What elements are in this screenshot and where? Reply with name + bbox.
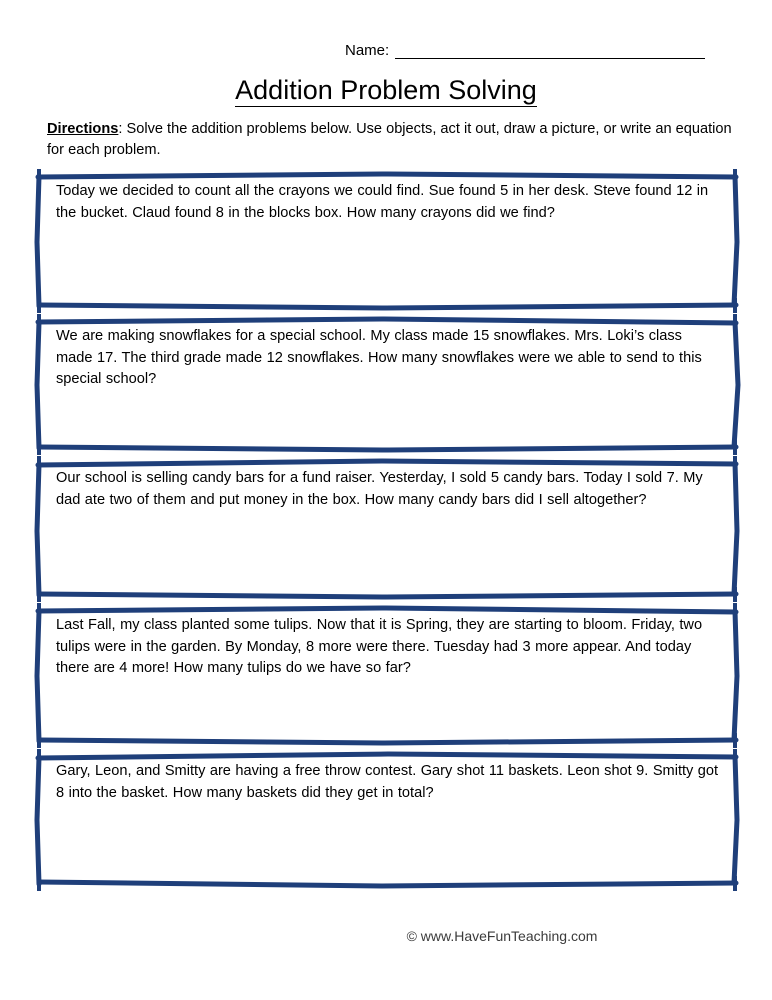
page-title	[0, 74, 772, 106]
problem-box-5-content	[36, 752, 738, 810]
problem-text: Today we decided to count all the crayons we could find. Sue found 5 in her desk. Steve found 12 in the bucket. Claud found 8 in the blocks box. How many crayons did we find?	[56, 183, 709, 221]
directions	[47, 119, 737, 161]
problem-box-3[interactable]	[36, 459, 738, 598]
problem-text: Gary, Leon, and Smitty are having a free throw contest. Gary shot 11 baskets. Leon shot 9. Smitty got 8 into the basket. How many baskets did they get in total?	[56, 763, 719, 801]
problem-box-3-content	[36, 459, 738, 517]
problem-box-5[interactable]	[36, 752, 738, 887]
name-field-row	[345, 42, 705, 59]
problem-text: Last Fall, my class planted some tulips. Now that it is Spring, they are starting to bloom. Friday, two tulips were in the garden. By Monday, 8 more were there. Tuesday had 3 more appear. And today there are 4 more! How many tulips do we have so far?	[56, 617, 703, 676]
problem-box-1[interactable]	[36, 172, 738, 309]
directions-label: Directions	[47, 121, 119, 137]
page-title-text: Addition Problem Solving	[235, 75, 537, 105]
problem-text: Our school is selling candy bars for a fund raiser. Yesterday, I sold 5 candy bars. Today I sold 7. My dad ate two of them and put money in the box. How many candy bars did I sell altogether?	[56, 470, 703, 508]
problem-box-2[interactable]	[36, 317, 738, 451]
name-label: Name:	[345, 42, 390, 59]
copyright-text: © www.HaveFunTeaching.com	[406, 928, 598, 944]
problem-box-1-content	[36, 172, 738, 230]
problem-box-4-content	[36, 606, 738, 686]
problem-box-2-content	[36, 317, 738, 397]
directions-text: : Solve the addition problems below. Use objects, act it out, draw a picture, or write an equation for each problem.	[47, 121, 732, 158]
footer	[0, 927, 772, 945]
problem-list	[36, 172, 738, 895]
problem-text: We are making snowflakes for a special school. My class made 15 snowflakes. Mrs. Loki’s class made 17. The third grade made 12 snowflakes. How many snowflakes were we able to send to this special school?	[56, 328, 702, 387]
name-blank-line[interactable]	[395, 45, 705, 59]
problem-box-4[interactable]	[36, 606, 738, 744]
